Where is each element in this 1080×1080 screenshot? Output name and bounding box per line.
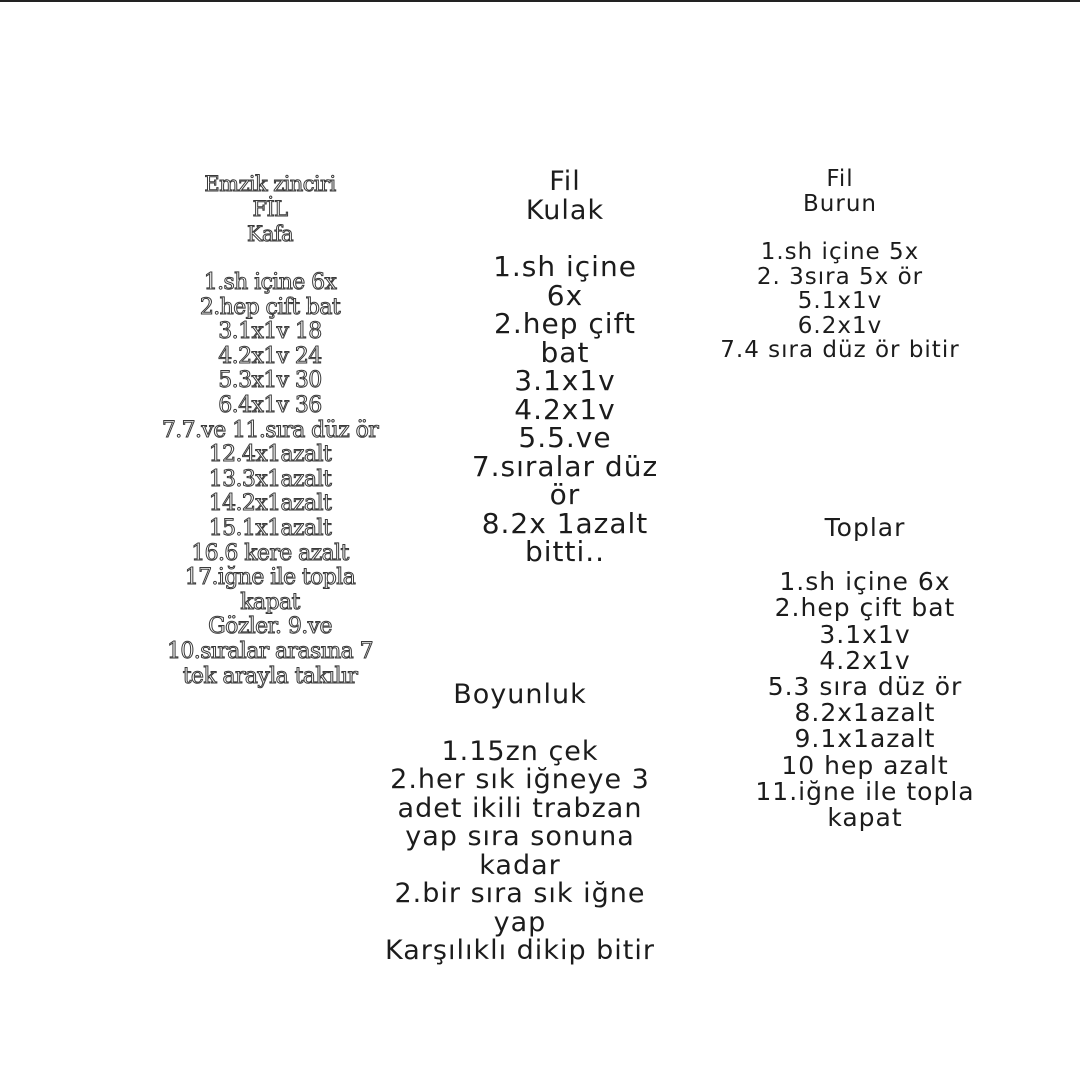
kafa-step: 12.4x1azalt: [208, 442, 332, 468]
kafa-step: 7.7.ve 11.sıra düz ör: [161, 417, 379, 443]
kafa-step: 3.1x1v 18: [218, 319, 322, 345]
burun-step: 2. 3sıra 5x ör: [756, 263, 924, 290]
kulak-step: 2.hep çift: [494, 307, 636, 340]
kulak-step: 1.sh içine: [493, 250, 637, 283]
burun-step: 7.4 sıra düz ör bitir: [720, 337, 960, 363]
toplar-step: 1.sh içine 6x: [779, 567, 951, 597]
kafa-step: 17.iğne ile topla: [184, 565, 356, 591]
burun-pattern: [700, 167, 980, 363]
kafa-subtitle: Emzik zinciri: [204, 172, 336, 196]
kulak-step: bitti..: [524, 535, 606, 568]
top-divider: [0, 0, 1080, 2]
toplar-step: 5.3 sıra düz ör: [767, 672, 963, 702]
kafa-step: 15.1x1azalt: [208, 515, 332, 541]
kulak-step: bat: [540, 335, 590, 369]
kulak-step: 5.5.ve: [518, 421, 612, 454]
kafa-step: 13.3x1azalt: [208, 466, 332, 492]
kulak-step: 8.2x 1azalt: [481, 506, 649, 540]
kulak-step: 4.2x1v: [514, 392, 616, 426]
kafa-step: 10.sıralar arasına 7: [167, 638, 373, 664]
boyunluk-step: Karşılıklı dikip bitir: [385, 935, 655, 966]
boyunluk-step: yap: [493, 906, 547, 938]
kafa-pattern: [120, 172, 420, 689]
toplar-step: 3.1x1v: [819, 619, 911, 649]
boyunluk-step: 2.her sık iğneye 3: [390, 764, 650, 795]
boyunluk-pattern: [360, 681, 680, 966]
kulak-step: 7.sıralar düz: [471, 449, 659, 483]
boyunluk-heading: Boyunluk: [453, 679, 587, 710]
kafa-heading: Kafa: [246, 222, 294, 246]
toplar-step: 8.2x1azalt: [794, 698, 936, 728]
kulak-step: ör: [549, 478, 581, 511]
kafa-step: Gözler. 9.ve: [208, 614, 332, 640]
burun-title: Fil: [826, 166, 854, 192]
kafa-step: 1.sh içine 6x: [203, 270, 337, 295]
kafa-step: tek arayla takılır: [182, 663, 358, 689]
kafa-step: 16.6 kere azalt: [191, 540, 349, 566]
kafa-step: 5.3x1v 30: [218, 368, 322, 394]
burun-step: 5.1x1v: [797, 288, 883, 314]
kulak-step: 6x: [546, 278, 584, 312]
kafa-title: FİL: [252, 197, 288, 221]
kulak-heading: Kulak: [525, 194, 605, 226]
boyunluk-step: yap sıra sonuna: [405, 821, 635, 852]
toplar-step: 2.hep çift bat: [774, 593, 956, 623]
boyunluk-step: kadar: [479, 849, 561, 881]
kulak-pattern: [430, 168, 700, 567]
toplar-step: kapat: [827, 803, 903, 833]
toplar-pattern: [720, 515, 1010, 831]
boyunluk-step: 1.15zn çek: [441, 735, 599, 767]
kulak-step: 3.1x1v: [514, 364, 616, 397]
burun-heading: Burun: [803, 190, 877, 217]
toplar-step: 9.1x1azalt: [794, 724, 936, 754]
kafa-step: 14.2x1azalt: [208, 491, 332, 517]
burun-step: 1.sh içine 5x: [760, 239, 920, 265]
kafa-step: kapat: [240, 589, 300, 615]
toplar-step: 11.iğne ile topla: [755, 776, 975, 806]
toplar-step: 10 hep azalt: [781, 750, 949, 780]
kafa-step: 6.4x1v 36: [218, 392, 322, 418]
kafa-step: 2.hep çift bat: [199, 294, 341, 320]
burun-step: 6.2x1v: [797, 312, 883, 339]
toplar-step: 4.2x1v: [819, 645, 911, 675]
boyunluk-step: 2.bir sıra sık iğne: [394, 878, 646, 909]
boyunluk-step: adet ikili trabzan: [397, 792, 643, 824]
toplar-heading: Toplar: [824, 513, 906, 542]
kulak-title: Fil: [549, 166, 581, 197]
kafa-step: 4.2x1v 24: [218, 343, 322, 369]
